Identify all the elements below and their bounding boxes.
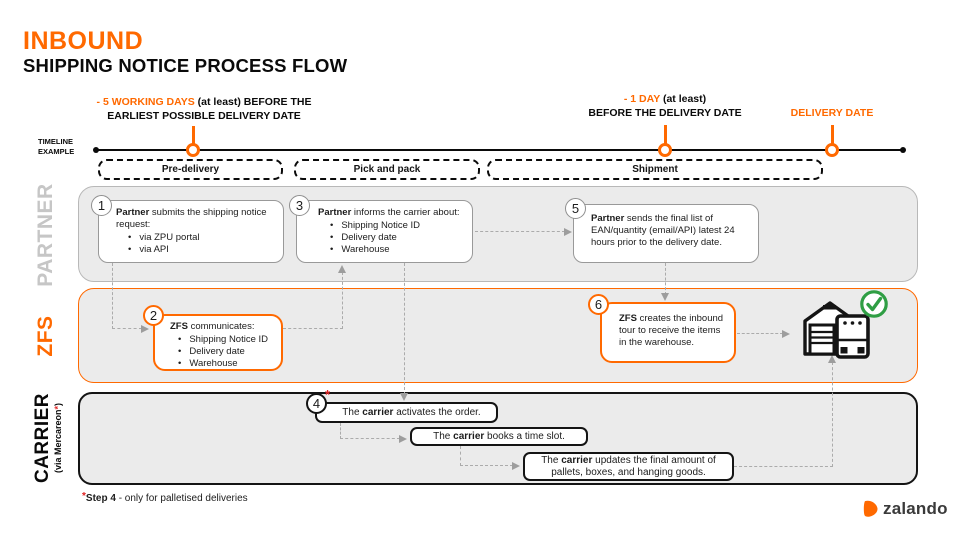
timeline-end-dot xyxy=(900,147,906,153)
carrier-updates-box: The carrier updates the final amount of pallets, boxes, and hanging goods. xyxy=(523,452,734,481)
milestone-stem xyxy=(831,125,834,144)
bullet-item: • Delivery date xyxy=(330,232,464,244)
connector xyxy=(460,446,461,466)
arrowhead xyxy=(400,393,408,401)
connector xyxy=(340,423,341,439)
step-6-box: ZFS creates the inbound tour to receive the items in the warehouse. xyxy=(600,302,736,363)
arrowhead xyxy=(141,325,149,333)
connector xyxy=(665,263,666,295)
arrowhead xyxy=(338,265,346,273)
bullet-item: • Warehouse xyxy=(330,244,464,256)
step-3-box: Partner informs the carrier about: • Shipping Notice ID • Delivery date • Warehouse xyxy=(296,200,473,263)
phase-shipment: Shipment xyxy=(487,159,823,180)
step-1-box: Partner submits the shipping notice request: • via ZPU portal • via API xyxy=(98,200,284,263)
connector xyxy=(112,328,142,329)
connector xyxy=(404,263,405,395)
milestone-marker-icon xyxy=(825,143,839,157)
connector xyxy=(832,362,833,467)
step-4-box: The carrier activates the order. xyxy=(315,402,498,423)
connector xyxy=(475,231,565,232)
timeline-start-dot xyxy=(93,147,99,153)
step-5-number: 5 xyxy=(565,198,586,219)
milestone-stem xyxy=(192,126,195,144)
step-3-number: 3 xyxy=(289,195,310,216)
page-title: INBOUND xyxy=(23,27,144,55)
arrowhead xyxy=(512,462,520,470)
milestone-stem xyxy=(664,125,667,144)
step-5-box: Partner sends the final list of EAN/quantity (email/API) latest 24 hours prior to the delivery date. xyxy=(573,204,759,263)
page-subtitle: SHIPPING NOTICE PROCESS FLOW xyxy=(23,55,348,76)
bullet-item: • Shipping Notice ID xyxy=(330,220,464,232)
zalando-logo: zalando xyxy=(862,499,948,519)
warehouse-truck-icon xyxy=(798,290,890,362)
milestone-marker-icon xyxy=(658,143,672,157)
footnote: *Step 4 - only for palletised deliveries xyxy=(82,491,248,504)
connector xyxy=(737,333,783,334)
milestone-highlight: - 5 WORKING DAYS xyxy=(96,96,195,108)
step-4-asterisk: * xyxy=(325,387,331,402)
lane-label-partner: PARTNER xyxy=(33,183,57,287)
timeline-axis xyxy=(96,149,904,151)
milestone-highlight: - 1 DAY xyxy=(623,93,661,105)
bullet-item: • Delivery date xyxy=(178,346,274,358)
connector xyxy=(283,328,343,329)
green-check-icon xyxy=(862,292,886,316)
step-2-box: ZFS communicates: • Shipping Notice ID • Delivery date • Warehouse xyxy=(153,314,283,371)
timeline-example-label: TIMELINE EXAMPLE xyxy=(38,137,75,156)
milestone-label-5-days: - 5 WORKING DAYS (at least) BEFORE THE EARLIEST POSSIBLE DELIVERY DATE xyxy=(96,96,312,122)
arrowhead xyxy=(564,228,572,236)
arrowhead xyxy=(661,293,669,301)
carrier-books-box: The carrier books a time slot. xyxy=(410,427,588,446)
bullet-item: • via ZPU portal xyxy=(128,232,275,244)
step-6-number: 6 xyxy=(588,294,609,315)
connector xyxy=(734,466,833,467)
connector xyxy=(460,465,513,466)
milestone-label-1-day: - 1 DAY (at least) BEFORE THE DELIVERY DATE xyxy=(588,93,742,119)
milestone-marker-icon xyxy=(186,143,200,157)
zalando-mark-icon xyxy=(862,499,880,519)
bullet-item: • via API xyxy=(128,244,275,256)
connector xyxy=(340,438,400,439)
arrowhead xyxy=(782,330,790,338)
phase-pre-delivery: Pre-delivery xyxy=(98,159,283,180)
bullet-item: • Shipping Notice ID xyxy=(178,334,274,346)
step-2-number: 2 xyxy=(143,305,164,326)
step-4-number: 4 xyxy=(306,393,327,414)
bullet-item: • Warehouse xyxy=(178,358,274,370)
phase-pick-and-pack: Pick and pack xyxy=(294,159,480,180)
lane-label-carrier: CARRIER (via Mercareon*) xyxy=(31,392,63,484)
connector xyxy=(112,263,113,329)
footnote-asterisk: * xyxy=(82,491,86,502)
connector xyxy=(342,272,343,329)
milestone-label-delivery-date: DELIVERY DATE xyxy=(790,107,874,119)
step-1-number: 1 xyxy=(91,195,112,216)
arrowhead xyxy=(399,435,407,443)
lane-label-zfs: ZFS xyxy=(33,315,57,357)
